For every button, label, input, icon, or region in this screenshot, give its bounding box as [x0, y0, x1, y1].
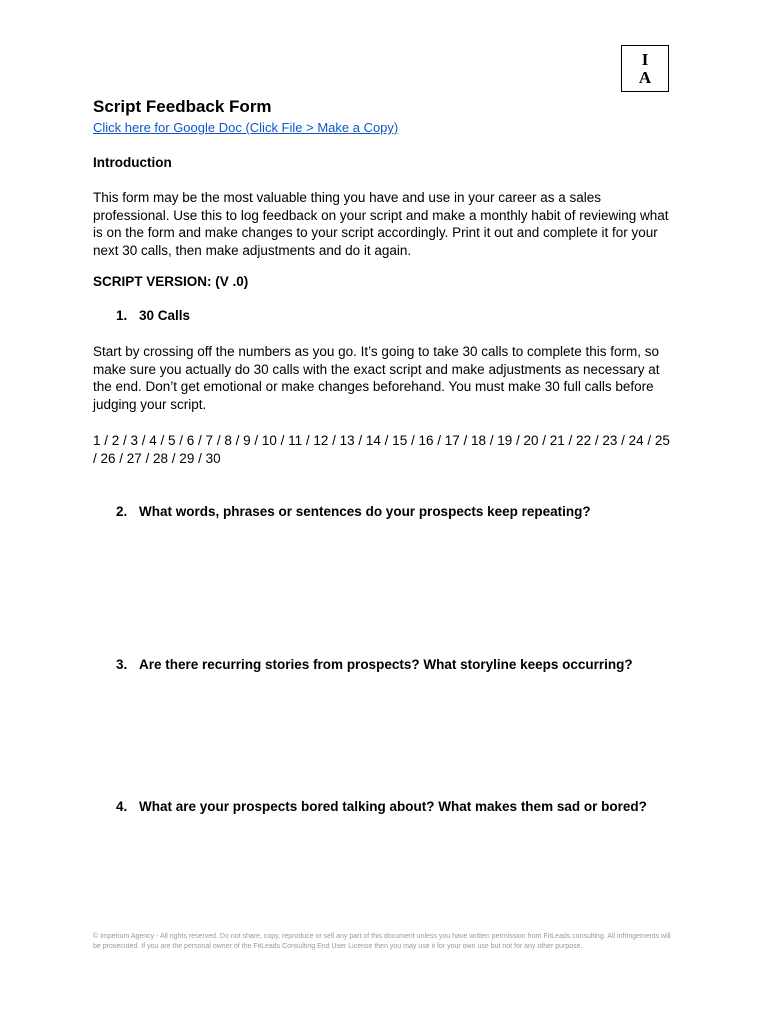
intro-heading: Introduction	[93, 155, 172, 170]
google-doc-link[interactable]: Click here for Google Doc (Click File > Make a Copy)	[93, 120, 399, 135]
logo	[621, 45, 669, 92]
logo-line-1: I	[641, 49, 649, 69]
question-4	[116, 799, 647, 814]
question-3-number: 3.	[116, 657, 128, 672]
question-4-number: 4.	[116, 799, 128, 814]
question-2	[116, 504, 591, 519]
copyright-footer: © Imperium Agency - All rights reserved. Do not share, copy, reproduce or sell any part of this document unless you have written permission from FitLeads consulting. All infringements will be prosecuted. If you are the personal owner of the FitLeads Consulting End User License then you may use it for your own use but not for any other purpose.	[93, 933, 671, 950]
question-3	[116, 657, 633, 672]
question-2-number: 2.	[116, 504, 128, 519]
question-1-text: 30 Calls	[139, 308, 191, 323]
question-4-text: What are your prospects bored talking about? What makes them sad or bored?	[139, 799, 647, 814]
logo-line-2: A	[638, 67, 652, 87]
question-1-number: 1.	[116, 308, 128, 323]
call-numbers: 1 / 2 / 3 / 4 / 5 / 6 / 7 / 8 / 9 / 10 / 11 / 12 / 13 / 14 / 15 / 16 / 17 / 18 / 19 / 20 / 21 / 22 / 23 / 24 / 25 / 26 / 27 / 28 / 29 / 30	[93, 433, 670, 466]
calls-paragraph: Start by crossing off the numbers as you go. It’s going to take 30 calls to complete this form, so make sure you actually do 30 calls with the exact script and make adjustments as necessary at the end. Don’t get emotional or make changes beforehand. You must make 30 full calls before judging your script.	[93, 344, 660, 412]
page-title: Script Feedback Form	[93, 97, 272, 116]
question-2-text: What words, phrases or sentences do your prospects keep repeating?	[139, 504, 591, 519]
script-version: SCRIPT VERSION: (V .0)	[93, 274, 249, 289]
intro-paragraph: This form may be the most valuable thing you have and use in your career as a sales professional. Use this to log feedback on your script and make a monthly habit of reviewing what is on the form and make changes to your script accordingly. Print it out and complete it for your next 30 calls, then make adjustments and do it again.	[93, 190, 669, 258]
question-3-text: Are there recurring stories from prospects? What storyline keeps occurring?	[139, 657, 633, 672]
question-1	[116, 308, 190, 323]
